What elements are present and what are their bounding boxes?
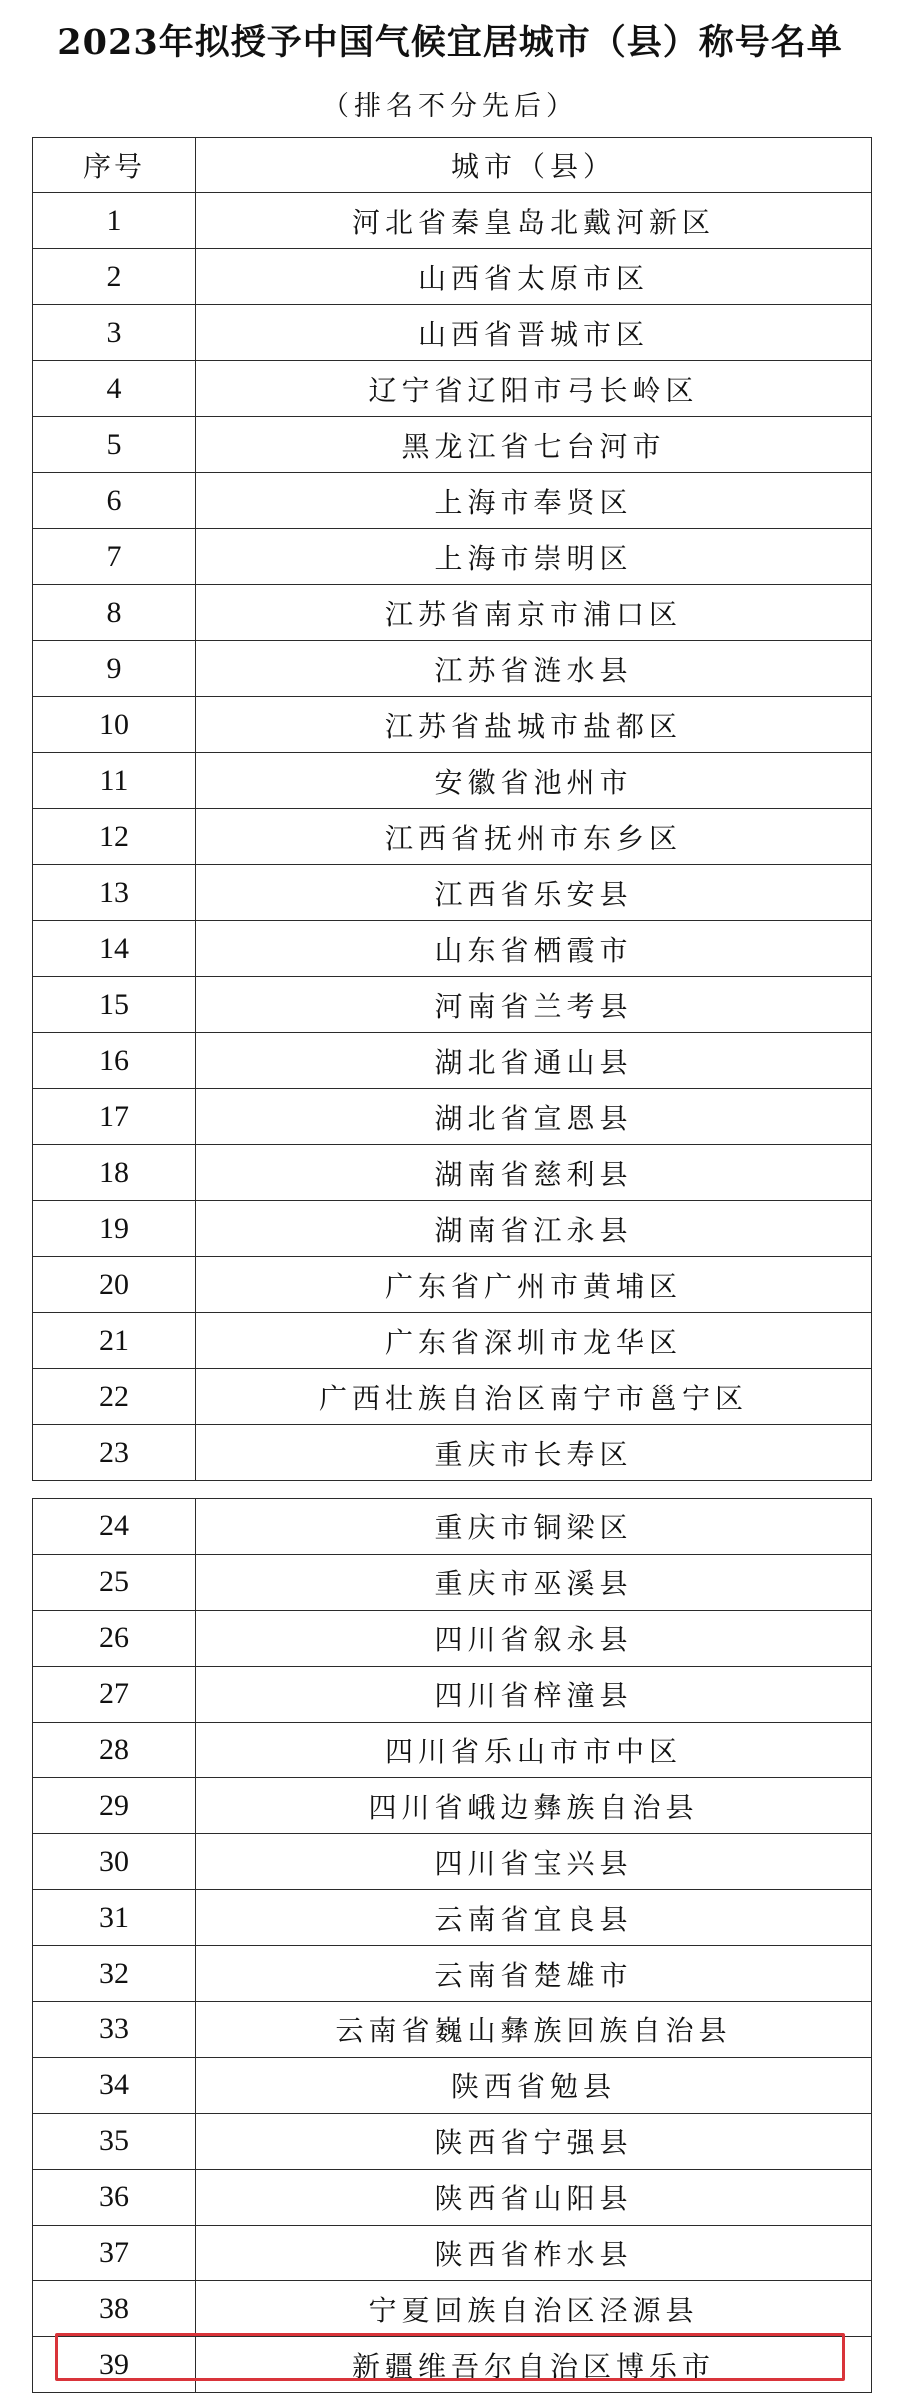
city-name: 江苏省涟水县 [196, 641, 872, 697]
city-name: 湖北省通山县 [196, 1033, 872, 1089]
table-row [33, 2002, 872, 2058]
table-row [33, 305, 872, 361]
row-number: 39 [33, 2337, 196, 2393]
row-number: 21 [33, 1313, 196, 1369]
city-name: 山东省栖霞市 [196, 921, 872, 977]
table-row [33, 641, 872, 697]
city-list-table-part-2 [32, 1498, 872, 2393]
row-number: 29 [33, 1778, 196, 1834]
table-row [33, 921, 872, 977]
city-name: 辽宁省辽阳市弓长岭区 [196, 361, 872, 417]
header-number: 序号 [33, 138, 196, 193]
row-number: 35 [33, 2113, 196, 2169]
table-row [33, 1778, 872, 1834]
table-row [33, 361, 872, 417]
row-number: 25 [33, 1554, 196, 1610]
city-name: 上海市崇明区 [196, 529, 872, 585]
table-row [33, 1890, 872, 1946]
table-row [33, 2057, 872, 2113]
table-row [33, 585, 872, 641]
row-number: 1 [33, 193, 196, 249]
city-name: 四川省峨边彝族自治县 [196, 1778, 872, 1834]
page-title: 2023年拟授予中国气候宜居城市（县）称号名单 [57, 22, 843, 63]
table-row [33, 1089, 872, 1145]
row-number: 37 [33, 2225, 196, 2281]
row-number: 17 [33, 1089, 196, 1145]
city-name: 江西省乐安县 [196, 865, 872, 921]
row-number: 28 [33, 1722, 196, 1778]
city-name: 云南省巍山彝族回族自治县 [196, 2002, 872, 2058]
table-row [33, 2281, 872, 2337]
table-row [33, 1554, 872, 1610]
city-list-body-part-1 [33, 138, 872, 1481]
row-number: 10 [33, 697, 196, 753]
row-number: 22 [33, 1369, 196, 1425]
table-row [33, 809, 872, 865]
table-row [33, 1834, 872, 1890]
row-number: 12 [33, 809, 196, 865]
table-row [33, 2225, 872, 2281]
city-name: 上海市奉贤区 [196, 473, 872, 529]
table-row [33, 1257, 872, 1313]
row-number: 13 [33, 865, 196, 921]
city-list-body-part-2 [33, 1499, 872, 2393]
table-row [33, 2337, 872, 2393]
table-row [33, 1201, 872, 1257]
table-row [33, 2113, 872, 2169]
row-number: 11 [33, 753, 196, 809]
city-name: 湖北省宣恩县 [196, 1089, 872, 1145]
table-header-row [33, 138, 872, 193]
row-number: 27 [33, 1666, 196, 1722]
table-row [33, 1610, 872, 1666]
row-number: 18 [33, 1145, 196, 1201]
table-row [33, 473, 872, 529]
city-name: 广东省深圳市龙华区 [196, 1313, 872, 1369]
page-subtitle: （排名不分先后） [322, 91, 578, 122]
city-name: 河南省兰考县 [196, 977, 872, 1033]
row-number: 26 [33, 1610, 196, 1666]
row-number: 6 [33, 473, 196, 529]
row-number: 5 [33, 417, 196, 473]
row-number: 36 [33, 2169, 196, 2225]
row-number: 24 [33, 1499, 196, 1555]
city-name: 重庆市长寿区 [196, 1425, 872, 1481]
city-name: 云南省楚雄市 [196, 1946, 872, 2002]
city-name: 湖南省慈利县 [196, 1145, 872, 1201]
city-name: 云南省宜良县 [196, 1890, 872, 1946]
table-row [33, 865, 872, 921]
table-row [33, 2169, 872, 2225]
row-number: 15 [33, 977, 196, 1033]
city-name: 江苏省南京市浦口区 [196, 585, 872, 641]
city-name: 四川省梓潼县 [196, 1666, 872, 1722]
row-number: 9 [33, 641, 196, 697]
city-name: 陕西省勉县 [196, 2057, 872, 2113]
city-name: 河北省秦皇岛北戴河新区 [196, 193, 872, 249]
city-name: 新疆维吾尔自治区博乐市 [196, 2337, 872, 2393]
row-number: 7 [33, 529, 196, 585]
city-name: 山西省晋城市区 [196, 305, 872, 361]
table-row [33, 1145, 872, 1201]
city-name: 陕西省山阳县 [196, 2169, 872, 2225]
table-row [33, 1666, 872, 1722]
city-name: 湖南省江永县 [196, 1201, 872, 1257]
row-number: 34 [33, 2057, 196, 2113]
city-name: 江西省抚州市东乡区 [196, 809, 872, 865]
city-name: 江苏省盐城市盐都区 [196, 697, 872, 753]
city-name: 广西壮族自治区南宁市邕宁区 [196, 1369, 872, 1425]
city-list-table-part-1 [32, 137, 872, 1481]
row-number: 19 [33, 1201, 196, 1257]
city-name: 黑龙江省七台河市 [196, 417, 872, 473]
row-number: 8 [33, 585, 196, 641]
row-number: 2 [33, 249, 196, 305]
city-name: 广东省广州市黄埔区 [196, 1257, 872, 1313]
city-name: 四川省乐山市市中区 [196, 1722, 872, 1778]
row-number: 31 [33, 1890, 196, 1946]
table-row [33, 1499, 872, 1555]
table-row [33, 1425, 872, 1481]
table-row [33, 529, 872, 585]
row-number: 32 [33, 1946, 196, 2002]
row-number: 16 [33, 1033, 196, 1089]
city-name: 陕西省宁强县 [196, 2113, 872, 2169]
table-row [33, 193, 872, 249]
table-row [33, 977, 872, 1033]
city-name: 四川省宝兴县 [196, 1834, 872, 1890]
city-name: 安徽省池州市 [196, 753, 872, 809]
row-number: 4 [33, 361, 196, 417]
city-name: 山西省太原市区 [196, 249, 872, 305]
city-name: 陕西省柞水县 [196, 2225, 872, 2281]
row-number: 38 [33, 2281, 196, 2337]
row-number: 30 [33, 1834, 196, 1890]
table-row [33, 1033, 872, 1089]
row-number: 33 [33, 2002, 196, 2058]
city-name: 重庆市铜梁区 [196, 1499, 872, 1555]
table-row [33, 417, 872, 473]
table-row [33, 697, 872, 753]
table-row [33, 753, 872, 809]
table-row [33, 1369, 872, 1425]
row-number: 3 [33, 305, 196, 361]
table-row [33, 1313, 872, 1369]
table-row [33, 1946, 872, 2002]
city-name: 宁夏回族自治区泾源县 [196, 2281, 872, 2337]
row-number: 23 [33, 1425, 196, 1481]
city-name: 重庆市巫溪县 [196, 1554, 872, 1610]
city-name: 四川省叙永县 [196, 1610, 872, 1666]
table-row [33, 1722, 872, 1778]
header-city: 城市（县） [196, 138, 872, 193]
table-row [33, 249, 872, 305]
row-number: 20 [33, 1257, 196, 1313]
row-number: 14 [33, 921, 196, 977]
